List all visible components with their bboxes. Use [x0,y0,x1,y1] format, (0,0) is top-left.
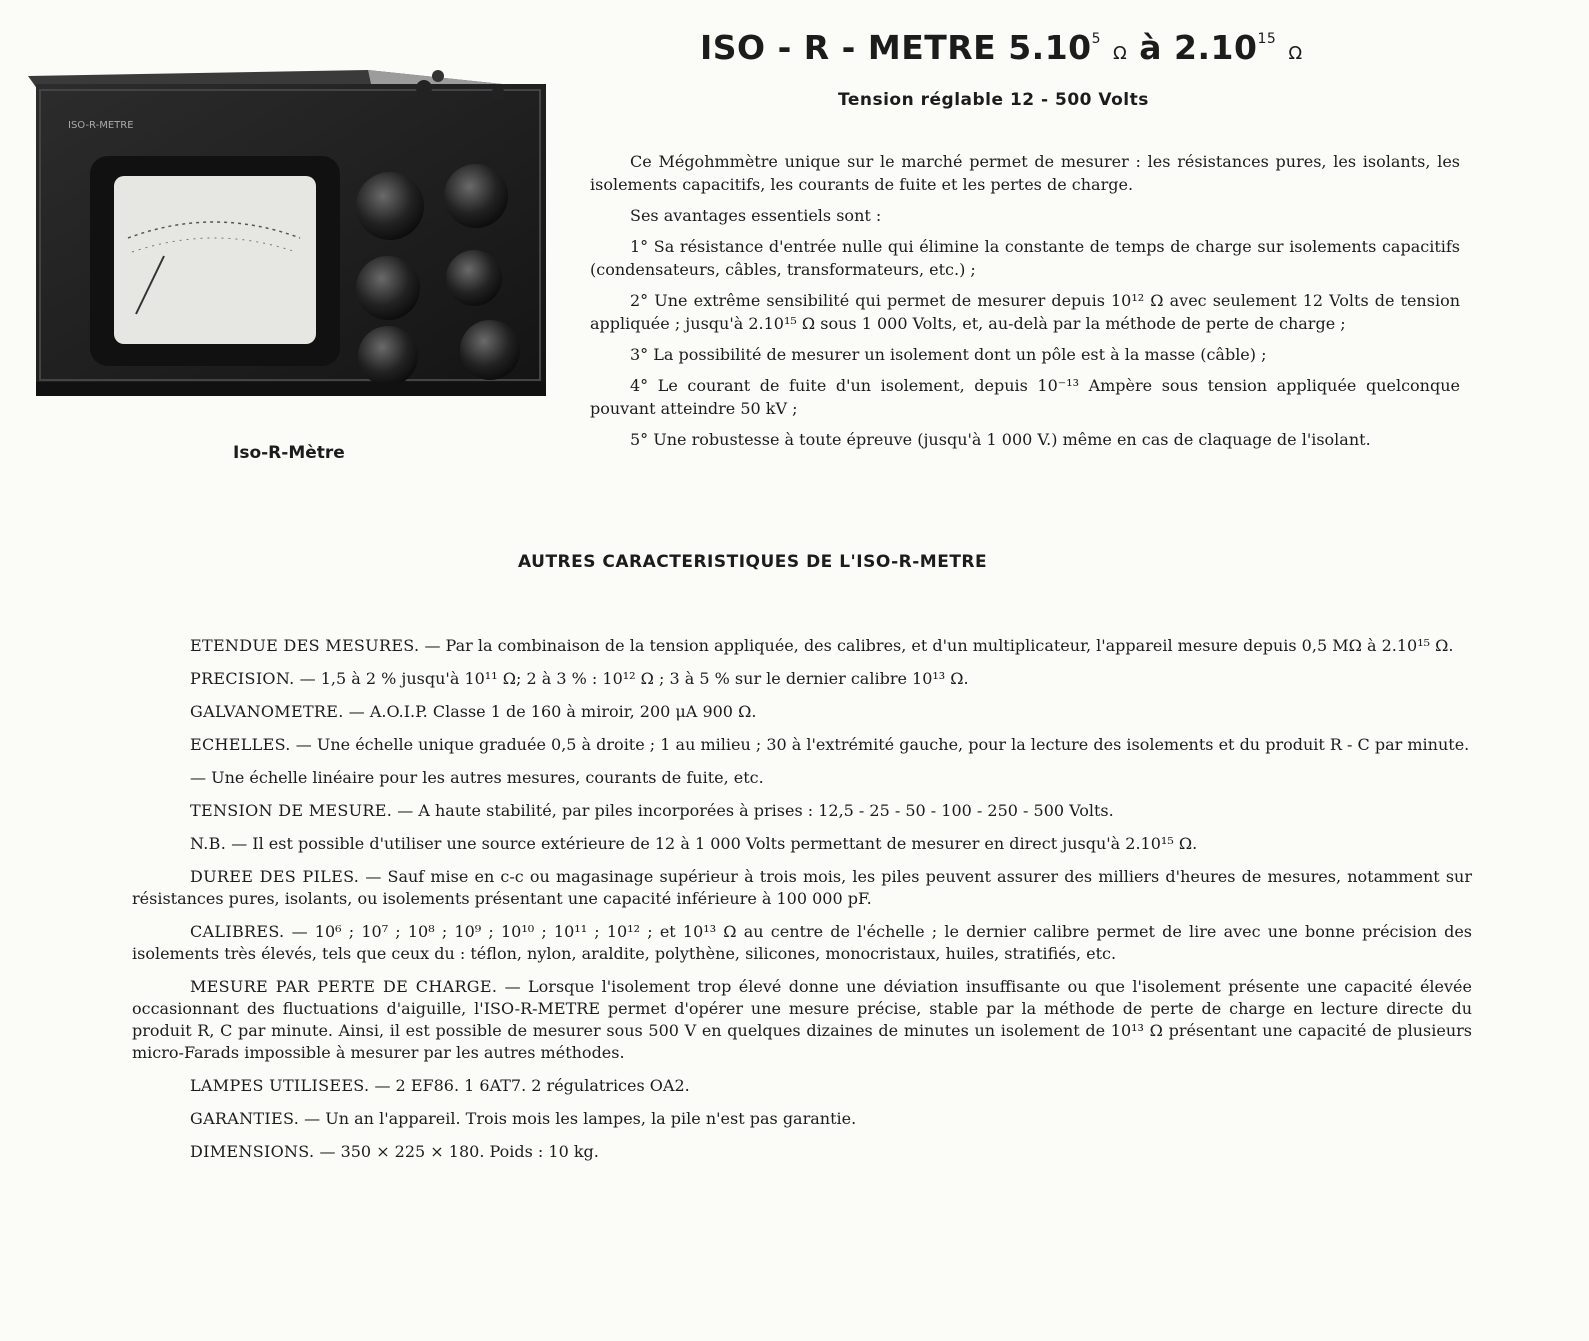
spec-item [132,866,1472,910]
spec-item [132,921,1472,965]
intro-paragraph: 5° Une robustesse à toute épreuve (jusqu'à 1 000 V.) même en cas de claquage de l'isolant. [630,430,1371,449]
spec-label: PRECISION. [190,669,295,688]
photo-caption: Iso-R-Mètre [233,443,345,463]
spec-label: MESURE PAR PERTE DE CHARGE. [190,977,498,996]
spec-item [132,976,1472,1064]
title-ohm-2: Ω [1288,43,1303,64]
title-exponent-1: 5 [1091,31,1102,47]
spec-item [132,635,1472,657]
specifications [132,635,1472,1174]
spec-text: — Un an l'appareil. Trois mois les lampes, la pile n'est pas garantie. [299,1109,857,1128]
title-mid: à 2.10 [1127,28,1258,67]
intro-paragraph: Ce Mégohmmètre unique sur le marché permet de mesurer : les résistances pures, les isolants, les isolements capacitifs, les courants de fuite et les pertes de charge. [590,152,1460,194]
spec-item [132,833,1472,855]
spec-label: LAMPES UTILISEES. [190,1076,370,1095]
spec-text: — Il est possible d'utiliser une source extérieure de 12 à 1 000 Volts permettant de mesurer en direct jusqu'à 2.10¹⁵ Ω. [226,834,1198,853]
spec-text: — Sauf mise en c-c ou magasinage supérieur à trois mois, les piles peuvent assurer des milliers d'heures de mesures, notamment sur résistances pures, isolants, ou isolements présentant une capacité inférieure à 100 000 pF. [132,867,1472,908]
intro-paragraph: 4° Le courant de fuite d'un isolement, depuis 10⁻¹³ Ampère sous tension appliquée quelconque pouvant atteindre 50 kV ; [590,376,1460,418]
spec-item [132,1075,1472,1097]
section-title: AUTRES CARACTERISTIQUES DE L'ISO-R-METRE [518,552,988,572]
spec-item [132,668,1472,690]
spec-text: — Lorsque l'isolement trop élevé donne une déviation insuffisante ou que l'isolement présente une capacité élevée occasionnant des fluctuations d'aiguille, l'ISO-R-METRE permet d'opérer une mesure précise, stable par la méthode de perte de charge en lecture directe du produit R, C par minute. Ainsi, il est possible de mesurer sous 500 V en quelques dizaines de minutes un isolement de 10¹³ Ω présentant une capacité de plusieurs micro-Farads impossible à mesurer par les autres méthodes. [132,977,1472,1062]
intro-paragraph: 3° La possibilité de mesurer un isolement dont un pôle est à la masse (câble) ; [630,345,1267,364]
spec-text: — 10⁶ ; 10⁷ ; 10⁸ ; 10⁹ ; 10¹⁰ ; 10¹¹ ; 10¹² ; et 10¹³ Ω au centre de l'échelle ; le dernier calibre permet de lire avec une bonne précision des isolements très élevés, tels que ceux du : téflon, nylon, araldite, polythène, silicones, monocristaux, huiles, stratifiés, etc. [132,922,1472,963]
intro-paragraph: 1° Sa résistance d'entrée nulle qui élimine la constante de temps de charge sur isolements capacitifs (condensateurs, câbles, transformateurs, etc.) ; [590,237,1460,279]
spec-label: DUREE DES PILES. [190,867,360,886]
spec-item [132,734,1472,756]
spec-text: — Une échelle unique graduée 0,5 à droite ; 1 au milieu ; 30 à l'extrémité gauche, pour la lecture des isolements et du produit R - C par minute. [290,735,1470,754]
spec-text: — Une échelle linéaire pour les autres mesures, courants de fuite, etc. [190,768,764,787]
page-title [700,28,1320,67]
intro-paragraph: Ses avantages essentiels sont : [630,206,882,225]
spec-label: CALIBRES. [190,922,285,941]
intro-paragraph: 2° Une extrême sensibilité qui permet de mesurer depuis 10¹² Ω avec seulement 12 Volts de tension appliquée ; jusqu'à 2.10¹⁵ Ω sous 1 000 Volts, et, au-delà par la méthode de perte de charge ; [590,291,1460,333]
instrument-photo [28,56,556,402]
title-main: ISO - R - METRE 5.10 [700,28,1092,67]
spec-label: GARANTIES. [190,1109,300,1128]
spec-item [132,767,1472,789]
spec-item [132,1141,1472,1163]
spec-text: — A haute stabilité, par piles incorporées à prises : 12,5 - 25 - 50 - 100 - 250 - 500 Volts. [392,801,1114,820]
spec-text: — Par la combinaison de la tension appliquée, des calibres, et d'un multiplicateur, l'appareil mesure depuis 0,5 MΩ à 2.10¹⁵ Ω. [419,636,1454,655]
spec-label: ETENDUE DES MESURES. [190,636,420,655]
spec-text: — 2 EF86. 1 6AT7. 2 régulatrices OA2. [369,1076,690,1095]
spec-item [132,701,1472,723]
spec-label: N.B. [190,834,227,853]
spec-label: ECHELLES. [190,735,291,754]
spec-label: TENSION DE MESURE. [190,801,393,820]
intro-text [590,150,1460,459]
spec-text: — A.O.I.P. Classe 1 de 160 à miroir, 200 μA 900 Ω. [343,702,757,721]
subtitle: Tension réglable 12 - 500 Volts [838,90,1149,110]
title-ohm-1: Ω [1113,43,1128,64]
spec-text: — 1,5 à 2 % jusqu'à 10¹¹ Ω; 2 à 3 % : 10¹² Ω ; 3 à 5 % sur le dernier calibre 10¹³ Ω. [294,669,969,688]
spec-item [132,800,1472,822]
spec-item [132,1108,1472,1130]
spec-label: DIMENSIONS. [190,1142,315,1161]
panel-label: ISO-R-METRE [68,120,134,131]
spec-text: — 350 × 225 × 180. Poids : 10 kg. [314,1142,599,1161]
spec-label: GALVANOMETRE. [190,702,344,721]
title-exponent-2: 15 [1257,31,1277,47]
